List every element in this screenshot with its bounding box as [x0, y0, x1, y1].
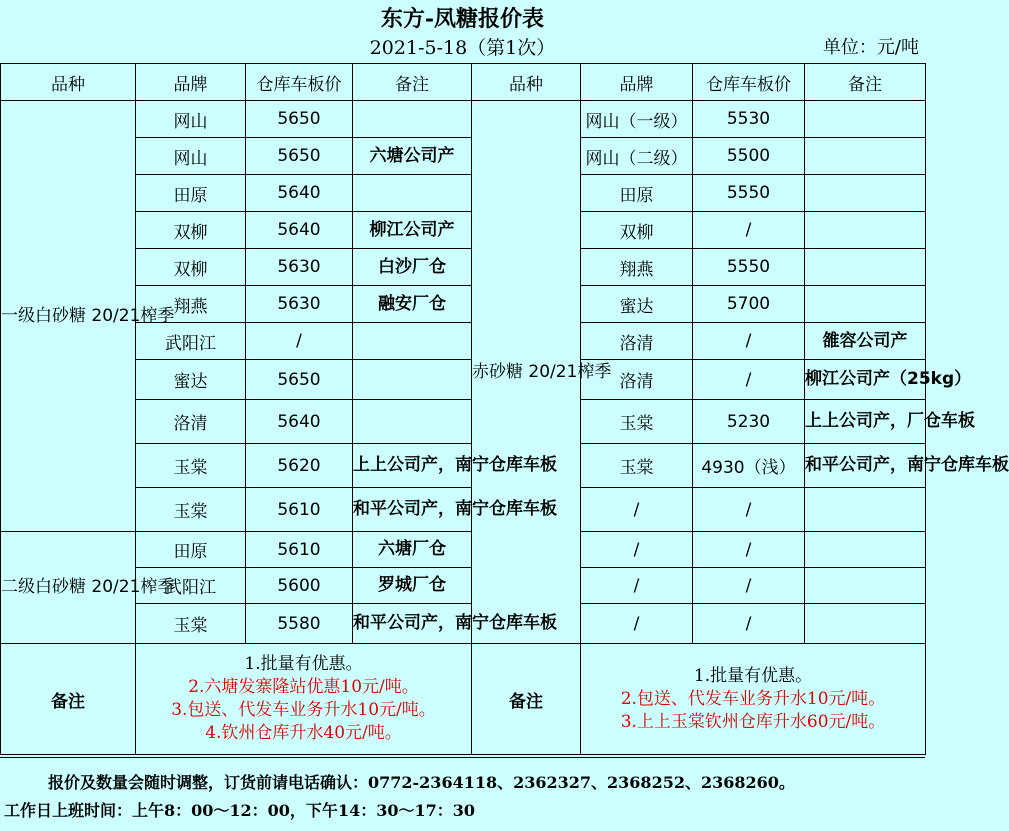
price-cell: / [693, 532, 805, 568]
brand-cell: / [581, 488, 693, 532]
price-cell: 5610 [246, 532, 353, 568]
header-cell: 仓库车板价 [693, 64, 805, 101]
brand-cell: 网山（二级） [581, 138, 693, 175]
note-cell [353, 323, 472, 360]
remarks-right [581, 644, 926, 755]
header-cell: 仓库车板价 [246, 64, 353, 101]
table-row [1, 175, 926, 212]
brand-cell: 田原 [136, 175, 246, 212]
price-cell: / [693, 360, 805, 400]
brand-cell: 双柳 [136, 249, 246, 286]
note-cell [805, 249, 926, 286]
note-cell: 融安厂仓 [353, 286, 472, 323]
price-cell: 5550 [693, 249, 805, 286]
price-cell: 5500 [693, 138, 805, 175]
brand-cell: 网山 [136, 138, 246, 175]
header-cell: 备注 [353, 64, 472, 101]
note-cell [805, 532, 926, 568]
remarks-row [1, 644, 926, 755]
brand-cell: 田原 [136, 532, 246, 568]
brand-cell: / [581, 532, 693, 568]
remark-line: 4.钦州仓库升水40元/吨。 [205, 723, 402, 743]
note-cell: 和平公司产，南宁仓库车板 [805, 444, 926, 488]
note-cell: 六塘厂仓 [353, 532, 472, 568]
note-cell: 上上公司产，厂仓车板 [805, 400, 926, 444]
brand-cell: 武阳江 [136, 323, 246, 360]
note-cell [805, 604, 926, 644]
price-cell: 5550 [693, 175, 805, 212]
table-row [1, 488, 926, 532]
price-cell: 5610 [246, 488, 353, 532]
note-cell: 和平公司产，南宁仓库车板 [353, 604, 472, 644]
price-cell: 5700 [693, 286, 805, 323]
brand-cell: 玉棠 [581, 400, 693, 444]
page-title: 东方-凤糖报价表 [380, 6, 545, 32]
note-cell [805, 286, 926, 323]
price-cell: 5650 [246, 101, 353, 138]
header-cell: 品种 [1, 64, 136, 101]
price-cell: 4930（浅） [693, 444, 805, 488]
remarks-label: 备注 [472, 644, 581, 755]
price-cell: 5630 [246, 286, 353, 323]
brand-cell: 武阳江 [136, 568, 246, 604]
note-cell [805, 212, 926, 249]
table-row [1, 138, 926, 175]
remark-line: 1.批量有优惠。 [693, 665, 813, 686]
brand-cell: 双柳 [581, 212, 693, 249]
price-cell: 5230 [693, 400, 805, 444]
header-cell: 品牌 [136, 64, 246, 101]
note-cell [805, 175, 926, 212]
price-cell: 5530 [693, 101, 805, 138]
note-cell [805, 138, 926, 175]
price-cell: / [693, 568, 805, 604]
brand-cell: 洛清 [581, 360, 693, 400]
brand-cell: 玉棠 [136, 488, 246, 532]
brand-cell: 玉棠 [581, 444, 693, 488]
table-row [1, 101, 926, 138]
price-cell: 5650 [246, 138, 353, 175]
note-cell: 柳江公司产 [353, 212, 472, 249]
category-cell: 二级白砂糖 20/21榨季 [1, 532, 136, 644]
price-cell: 5580 [246, 604, 353, 644]
footer-hours: 工作日上班时间：上午8：00～12：00，下午14：30～17：30 [4, 801, 475, 820]
price-cell: / [246, 323, 353, 360]
brand-cell: 田原 [581, 175, 693, 212]
note-cell: 雒容公司产 [805, 323, 926, 360]
header-cell: 品种 [472, 64, 581, 101]
header-cell: 品牌 [581, 64, 693, 101]
note-cell [353, 360, 472, 400]
table-row [1, 604, 926, 644]
brand-cell: 翔燕 [581, 249, 693, 286]
brand-cell: 翔燕 [136, 286, 246, 323]
table-row [1, 360, 926, 400]
date-line: 2021-5-18（第1次） [369, 37, 556, 59]
price-cell: 5630 [246, 249, 353, 286]
brand-cell: 洛清 [136, 400, 246, 444]
header-cell: 备注 [805, 64, 926, 101]
price-cell: 5640 [246, 212, 353, 249]
price-cell: / [693, 604, 805, 644]
note-cell [805, 568, 926, 604]
table-row [1, 532, 926, 568]
note-cell: 六塘公司产 [353, 138, 472, 175]
category-cell: 一级白砂糖 20/21榨季 [1, 101, 136, 532]
note-cell [805, 101, 926, 138]
note-cell: 和平公司产，南宁仓库车板 [353, 488, 472, 532]
brand-cell: 蜜达 [136, 360, 246, 400]
remark-line: 1.批量有优惠。 [244, 654, 363, 674]
note-cell [805, 488, 926, 532]
remark-line: 2.包送、代发车业务升水10元/吨。 [620, 688, 886, 709]
brand-cell: / [581, 604, 693, 644]
brand-cell: 网山（一级） [581, 101, 693, 138]
remark-line: 2.六塘发寨隆站优惠10元/吨。 [188, 677, 419, 697]
brand-cell: / [581, 568, 693, 604]
brand-cell: 玉棠 [136, 604, 246, 644]
note-cell [353, 101, 472, 138]
brand-cell: 玉棠 [136, 444, 246, 488]
price-cell: 5640 [246, 175, 353, 212]
price-cell: 5620 [246, 444, 353, 488]
table-row [1, 444, 926, 488]
category-cell: 赤砂糖 20/21榨季 [472, 101, 581, 644]
note-cell: 白沙厂仓 [353, 249, 472, 286]
remarks-label: 备注 [1, 644, 136, 755]
footer [0, 757, 925, 831]
table-row [1, 323, 926, 360]
brand-cell: 双柳 [136, 212, 246, 249]
remark-line: 3.上上玉棠钦州仓库升水60元/吨。 [620, 711, 886, 732]
table-row [1, 400, 926, 444]
price-cell: 5600 [246, 568, 353, 604]
brand-cell: 洛清 [581, 323, 693, 360]
brand-cell: 网山 [136, 101, 246, 138]
price-cell: / [693, 488, 805, 532]
price-cell: / [693, 212, 805, 249]
footer-contact: 报价及数量会随时调整，订货前请电话确认：0772-2364118、2362327、2368252、2368260。 [48, 773, 795, 792]
price-cell: 5640 [246, 400, 353, 444]
note-cell [353, 400, 472, 444]
note-cell: 上上公司产，南宁仓库车板 [353, 444, 472, 488]
remarks-left [136, 644, 472, 755]
unit-label: 单位：元/吨 [822, 37, 919, 58]
note-cell: 罗城厂仓 [353, 568, 472, 604]
price-cell: 5650 [246, 360, 353, 400]
table-row [1, 249, 926, 286]
price-table [0, 63, 1009, 755]
table-row [1, 212, 926, 249]
header-row [1, 64, 926, 101]
brand-cell: 蜜达 [581, 286, 693, 323]
note-cell [353, 175, 472, 212]
remark-line: 3.包送、代发车业务升水10元/吨。 [171, 700, 436, 720]
note-cell: 柳江公司产（25kg） [805, 360, 926, 400]
price-cell: / [693, 323, 805, 360]
